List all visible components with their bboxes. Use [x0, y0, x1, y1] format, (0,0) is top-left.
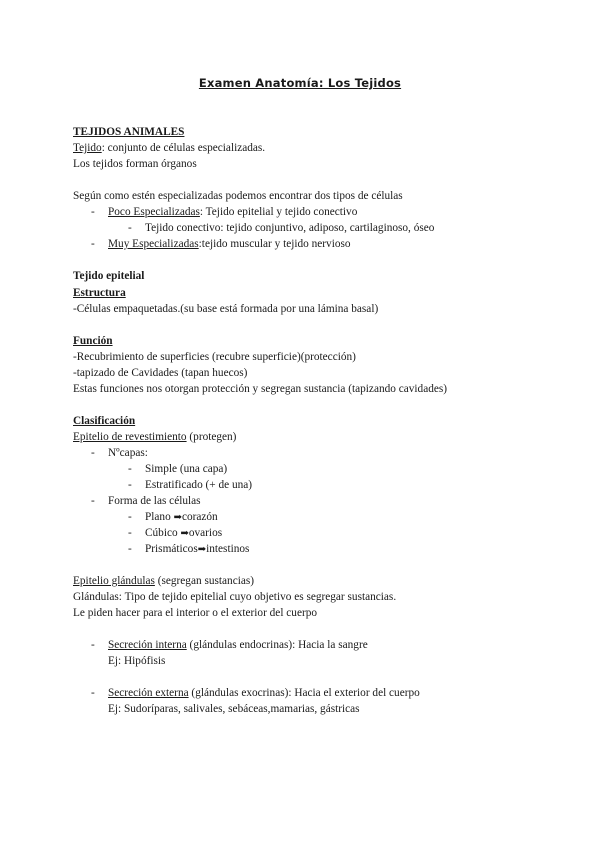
plano-line — [145, 510, 218, 525]
cubico-line — [145, 526, 222, 541]
page-title: Examen Anatomía: Los Tejidos — [198, 76, 402, 90]
estratificado-line: Estratificado (+ de una) — [145, 479, 253, 491]
funcion-line-1: -Recubrimiento de superficies (recubre superficie)(protección) — [73, 351, 356, 363]
piden-line: Le piden hacer para el interior o el exterior del cuerpo — [73, 607, 318, 619]
bullet-dash: - — [91, 238, 95, 250]
muy-term: Muy Especializadas — [108, 238, 199, 250]
bullet-dash: - — [128, 463, 132, 475]
right-arrow-icon: ➡ — [173, 512, 182, 523]
glandulas-term: Epitelio glándulas — [73, 575, 155, 587]
section-heading-tejido-epitelial: Tejido epitelial — [73, 270, 145, 282]
poco-especializadas-line — [108, 205, 357, 219]
interna-term: Secreción interna — [108, 639, 187, 651]
funcion-line-2: -tapizado de Cavidades (tapan huecos) — [73, 367, 248, 379]
bullet-dash: - — [128, 222, 132, 234]
bullet-dash: - — [91, 639, 95, 651]
bullet-dash: - — [128, 543, 132, 555]
bullet-dash: - — [91, 687, 95, 699]
funcion-line-3: Estas funciones nos otorgan protección y segregan sustancia (tapizando cavidades) — [73, 383, 448, 395]
plano-label: Plano — [145, 511, 171, 523]
poco-def: : Tejido epitelial y tejido conectivo — [199, 206, 358, 218]
tejido-term: Tejido — [73, 142, 102, 154]
bullet-dash: - — [128, 527, 132, 539]
subheading-funcion: Función — [73, 335, 113, 347]
muy-especializadas-line — [108, 237, 351, 251]
externa-example: Ej: Sudoríparas, salivales, sebáceas,mamarias, gástricas — [108, 703, 360, 715]
forma-line: Forma de las células — [108, 495, 201, 507]
glandulas-def: (segregan sustancias) — [154, 575, 255, 587]
bullet-dash: - — [91, 447, 95, 459]
interna-def: (glándulas endocrinas): Hacia la sangre — [186, 639, 368, 651]
externa-def: (glándulas exocrinas): Hacia el exterior del cuerpo — [188, 687, 420, 699]
organos-line: Los tejidos forman órganos — [73, 158, 197, 170]
section-heading-tejidos-animales: TEJIDOS ANIMALES — [73, 126, 185, 138]
bullet-dash: - — [128, 511, 132, 523]
revestimiento-def: (protegen) — [186, 431, 237, 443]
revestimiento-term: Epitelio de revestimiento — [73, 431, 187, 443]
bullet-dash: - — [91, 495, 95, 507]
poco-term: Poco Especializadas — [108, 206, 200, 218]
subheading-estructura: Estructura — [73, 287, 126, 299]
interna-example: Ej: Hipófisis — [108, 655, 166, 667]
right-arrow-icon: ➡ — [197, 544, 207, 555]
externa-term: Secreción externa — [108, 687, 189, 699]
simple-line: Simple (una capa) — [145, 463, 228, 475]
revestimiento-line — [73, 430, 236, 444]
bullet-dash: - — [91, 206, 95, 218]
glandulas-line — [73, 574, 254, 588]
secrecion-externa-line — [108, 686, 420, 700]
intro-line: Según como estén especializadas podemos encontrar dos tipos de células — [73, 190, 403, 202]
plano-result: corazón — [181, 511, 218, 523]
right-arrow-icon: ➡ — [180, 528, 189, 539]
bullet-dash: - — [128, 479, 132, 491]
ncapas-line: Nºcapas: — [108, 447, 148, 459]
cubico-label: Cúbico — [145, 527, 178, 539]
prismaticos-line — [145, 542, 249, 557]
celulas-line: -Células empaquetadas.(su base está formada por una lámina basal) — [73, 303, 379, 315]
prismaticos-result: intestinos — [206, 543, 250, 555]
glandulas-desc: Glándulas: Tipo de tejido epitelial cuyo objetivo es segregar sustancias. — [73, 591, 397, 603]
tejido-def: : conjunto de células especializadas. — [101, 142, 266, 154]
subheading-clasificacion: Clasificación — [73, 415, 136, 427]
tejido-definition — [73, 141, 265, 155]
conectivo-line: Tejido conectivo: tejido conjuntivo, adiposo, cartilaginoso, óseo — [145, 222, 435, 234]
secrecion-interna-line — [108, 638, 368, 652]
muy-def: :tejido muscular y tejido nervioso — [198, 238, 351, 250]
prismaticos-label: Prismáticos — [145, 543, 198, 555]
cubico-result: ovarios — [188, 527, 223, 539]
